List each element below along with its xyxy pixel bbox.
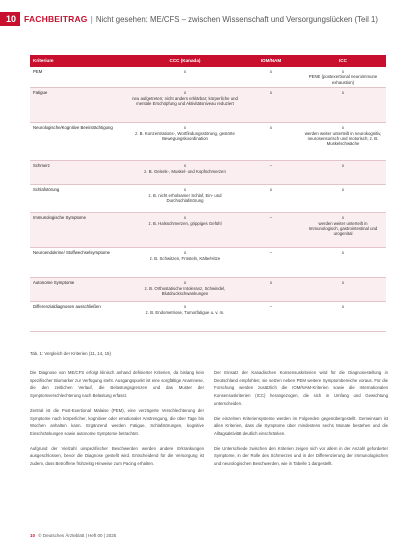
table-cell-iom: – — [242, 213, 300, 248]
table-cell-icc: x werden weiter unterteilt in Immunologisch, gastrointestinal und urogenital — [300, 213, 386, 248]
table-cell-criterion: Schmerz — [30, 161, 128, 185]
table-cell-criterion: Schlafstörung — [30, 185, 128, 213]
table-row — [30, 302, 386, 332]
table-cell-icc: x — [300, 278, 386, 302]
body-paragraph: Die Diagnose von ME/CFS erfolgt klinisch anhand definierter Kriterien, da bislang kein spezifischer Biomarker zur Verfügung steht. Ausgangspunkt ist eine sorgfältige Anamnese, die den zeitlichen Verlauf, die Belastungsgrenzen und das Muster der Symptomverschlechterung nach Belastung erfasst. — [30, 370, 204, 399]
table-cell-criterion: Differenzialdiagnosen ausschließen — [30, 302, 128, 332]
table-cell-ccc: x z. B. Gelenk-, Muskel- und Kopfschmerzen — [128, 161, 242, 185]
body-column-right — [214, 369, 388, 475]
table-cell-criterion: Fatigue — [30, 88, 128, 123]
page-header — [0, 12, 378, 26]
table-cell-ccc: x z. B. nicht erholsamer Schlaf, Ein- und Durchschlafstörung — [128, 185, 242, 213]
table-cell-iom: – — [242, 161, 300, 185]
table-cell-criterion: Neuroendokrine/ Stoffwechselsymptome — [30, 248, 128, 278]
column-header: CCC (Kanada) — [128, 55, 242, 67]
column-header: ICC — [300, 55, 386, 67]
table-row — [30, 67, 386, 88]
table-cell-icc: x — [300, 88, 386, 123]
table-cell-icc: x — [300, 302, 386, 332]
table-cell-icc: x werden weiter unterteilt in neurokognitiv, neurosensorisch und motorisch; z. B. Muskelschwäche — [300, 123, 386, 161]
table-cell-ccc: x z. B. Konzentrations-, Wortfindungsstörung, gestörte Bewegungskoordination — [128, 123, 242, 161]
table-cell-ccc: x z. B. Schwitzen, Frösteln, Kälte/Hitze — [128, 248, 242, 278]
table-cell-iom: x — [242, 123, 300, 161]
table-cell-icc: x — [300, 185, 386, 213]
table-cell-ccc: x — [128, 67, 242, 88]
body-paragraph: Die Unterschiede zwischen den Kriterien zeigen sich vor allem in der Anzahl geforderter Symptome, in der Rolle des Schmerzes und in der Differenzierung der immunologischen und neurologischen Beschwerden, wie in Tabelle 1 dargestellt. — [214, 445, 388, 467]
table-cell-ccc: x neu aufgetreten; nicht anders erklärbar; körperliche und mentale Erschöpfung und Aktivitätsniveau reduziert — [128, 88, 242, 123]
article-title: Nicht gesehen: ME/CFS – zwischen Wissenschaft und Versorgungslücken (Teil 1) — [95, 14, 378, 24]
page-number: 10 — [0, 12, 20, 26]
header-separator: | — [90, 14, 93, 24]
body-paragraph: Die einzelnen Kriteriensysteme werden im Folgenden gegenübergestellt. Gemeinsam ist allen Kriterien, dass die Symptome über mindestens sechs Monate bestehen und die Alltagsaktivität deutlich einschränken. — [214, 415, 388, 436]
table-row — [30, 278, 386, 302]
table-cell-iom: x — [242, 88, 300, 123]
criteria-table — [30, 55, 386, 332]
table-row — [30, 88, 386, 123]
table-row — [30, 213, 386, 248]
table-row — [30, 161, 386, 185]
table-cell-icc: x — [300, 161, 386, 185]
body-paragraph: Aufgrund der Vielzahl unspezifischer Beschwerden werden andere Erkrankungen ausgeschlossen, bevor die Diagnose gestellt wird. Entscheidend für die Versorgung ist zudem, dass Betroffene frühzeitig Hinweise zum Pacing erhalten. — [30, 445, 204, 467]
table-cell-criterion: PEM — [30, 67, 128, 88]
table-caption: Tab. 1: Vergleich der Kriterien (11, 14, 15) — [30, 351, 111, 356]
table-cell-iom: – — [242, 302, 300, 332]
table-cell-criterion: Autonome Symptome — [30, 278, 128, 302]
table-cell-icc: x — [300, 248, 386, 278]
table-cell-iom: x — [242, 185, 300, 213]
table-cell-icc: x PENE (postexertional neuroimmune exhaustion) — [300, 67, 386, 88]
footer-page-number: 10 — [30, 533, 36, 538]
table-row — [30, 123, 386, 161]
table-cell-iom: – — [242, 248, 300, 278]
table-cell-ccc: x z. B. Halsschmerzen, grippiges Gefühl — [128, 213, 242, 248]
table-cell-ccc: x z. B. Orthostatische Intoleranz, Schwindel, Blutdruckschwankungen — [128, 278, 242, 302]
table-cell-criterion: Immunologische Symptome — [30, 213, 128, 248]
table-row — [30, 185, 386, 213]
table-cell-iom: x — [242, 67, 300, 88]
table-cell-criterion: Neurologische/Kognitive Beeinträchtigung — [30, 123, 128, 161]
table-cell-ccc: x z. B. Endometriose, Tumorfatigue u. v. m. — [128, 302, 242, 332]
rubric-label: FACHBEITRAG — [24, 14, 88, 24]
table-header-row — [30, 55, 386, 67]
body-paragraph: Der Einsatz der Kanadischen Konsensuskriterien wird für die Diagnosestellung in Deutschland empfohlen; sie setzen neben PEM weitere Symptombereiche voraus. Für die Forschung werden zusätzlich die IOM/NAM-Kriterien sowie die Internationalen Konsensuskriterien (ICC) herangezogen, die sich in Umfang und Gewichtung unterscheiden. — [214, 370, 388, 406]
column-header: IOM/NAM — [242, 55, 300, 67]
table-cell-iom: x — [242, 278, 300, 302]
column-header: Kriterium — [30, 55, 128, 67]
body-paragraph: Zentral ist die Post-Exertional Malaise (PEM), eine verzögerte Verschlechterung der Symptome nach körperlicher, kognitiver oder emotionaler Anstrengung, die über Tage bis Wochen anhalten kann. Ergänzend werden Fatigue, Schlafstörungen, kognitive Einschränkungen sowie autonome Symptome betrachtet. — [30, 407, 204, 436]
footer-source: © Deutsches Ärzteblatt | Heft 00 | 2025 — [38, 533, 117, 538]
table-row — [30, 248, 386, 278]
body-column-left — [30, 369, 204, 475]
page-footer — [30, 533, 116, 538]
